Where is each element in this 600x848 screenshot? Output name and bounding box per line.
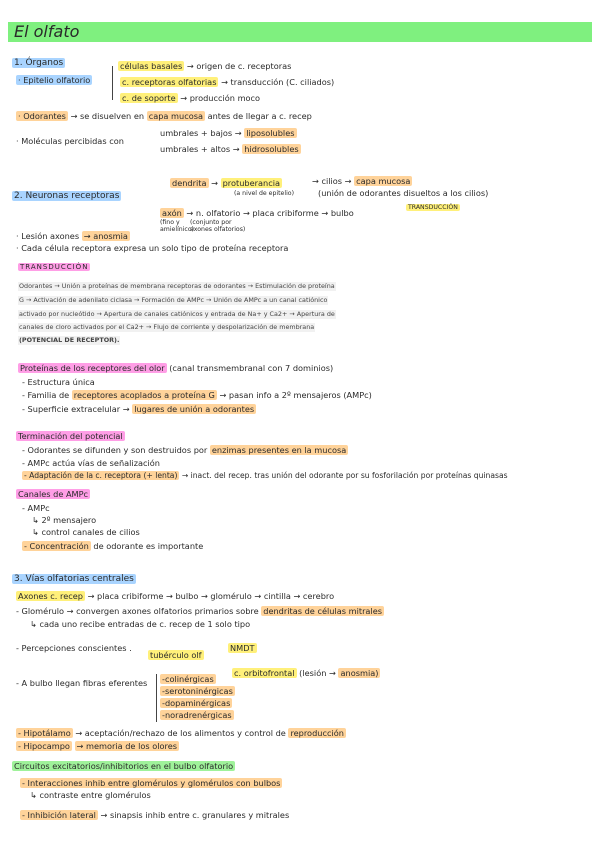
canales-line-4: - Concentración de odorante es importante bbox=[24, 541, 204, 551]
transduccion-line-4: canales de cloro activados por el Ca2+ → Flujo de corriente y despolarización de membrana bbox=[19, 323, 315, 331]
canales-line-1: - AMPc bbox=[22, 503, 50, 513]
odorantes-row: · Odorantes → se disuelven en capa mucosa antes de llegar a c. recep bbox=[18, 111, 312, 121]
transduccion-line-3: activado por nucleótido → Apertura de canales catiónicos y entrada de Na+ y Ca2+ → Apertura de bbox=[19, 310, 335, 318]
colinergicas: -colinérgicas bbox=[162, 674, 214, 684]
glomerulo-sub: ↳ cada uno recibe entradas de c. recep de 1 solo tipo bbox=[30, 619, 251, 629]
soporte-row: c. de soporte → producción moco bbox=[122, 93, 261, 103]
proteinas-heading: Proteínas de los receptores del olor (canal transmembranal con 7 dominios) bbox=[20, 363, 334, 373]
vias-row: Axones c. recep → placa cribiforme → bulbo → glomérulo → cintilla → cerebro bbox=[18, 591, 335, 601]
bracket-line bbox=[112, 66, 113, 100]
transduccion-small: TRANSDUCCIÓN bbox=[408, 204, 458, 211]
canales-line-3: ↳ control canales de cilios bbox=[32, 527, 140, 537]
basales-row: células basales → origen de c. receptoras bbox=[120, 61, 292, 71]
a-bulbo-label: - A bulbo llegan fibras eferentes bbox=[16, 678, 148, 688]
proteinas-line-2: - Familia de receptores acoplados a proteína G → pasan info a 2º mensajeros (AMPc) bbox=[22, 390, 372, 400]
umbrales-altos-row: umbrales + altos → hidrosolubles bbox=[160, 144, 299, 154]
circuitos-line-2: - Inhibición lateral → sinapsis inhib entre c. granulares y mitrales bbox=[22, 810, 290, 820]
axon-row: axón → n. olfatorio → placa cribiforme → bulbo bbox=[162, 208, 354, 218]
fibras-bracket bbox=[156, 674, 157, 722]
axon-sub1: (fino y bbox=[160, 219, 180, 226]
transduccion-label: TRANSDUCCIÓN bbox=[20, 263, 89, 271]
canales-heading: Canales de AMPc bbox=[18, 489, 89, 499]
union-note: (unión de odorantes disueltos a los cilios) bbox=[318, 188, 489, 198]
axon-sub2: amielínico) bbox=[160, 226, 195, 233]
dopaminergicas: -dopaminérgicas bbox=[162, 698, 231, 708]
cada-celula-row: · Cada célula receptora expresa un solo tipo de proteína receptora bbox=[16, 243, 289, 253]
circuitos-line-1-sub: ↳ contraste entre glomérulos bbox=[30, 790, 151, 800]
receptoras-row: c. receptoras olfatorias → transducción (C. ciliados) bbox=[122, 77, 335, 87]
dendrita-row: dendrita → protuberancia bbox=[172, 178, 280, 188]
percepciones-label: - Percepciones conscientes . bbox=[16, 643, 132, 653]
proteinas-line-1: - Estructura única bbox=[22, 377, 95, 387]
n-olfatorio-sub2: axones olfatorios) bbox=[190, 226, 246, 233]
nmdt: NMDT bbox=[230, 643, 255, 653]
orbitofrontal-row: c. orbitofrontal (lesión → anosmia) bbox=[234, 668, 379, 678]
umbrales-bajos-row: umbrales + bajos → liposolubles bbox=[160, 128, 295, 138]
terminacion-line-1: - Odorantes se difunden y son destruidos por enzimas presentes en la mucosa bbox=[22, 445, 347, 455]
serotoninergicas: -serotoninérgicas bbox=[162, 686, 233, 696]
noradrenergicas: -noradrenérgicas bbox=[162, 710, 232, 720]
title-highlight bbox=[8, 22, 592, 42]
terminacion-line-3: - Adaptación de la c. receptora (+ lenta) → inact. del recep. tras unión del odorante por su fosforilación por proteínas quinasas bbox=[24, 471, 508, 480]
protuberancia-sub: (a nivel de epitelio) bbox=[234, 190, 294, 197]
terminacion-heading: Terminación del potencial bbox=[18, 431, 123, 441]
canales-line-2: ↳ 2º mensajero bbox=[32, 515, 97, 525]
lesion-row: · Lesión axones → anosmia bbox=[16, 231, 128, 241]
circuitos-line-1: - Interacciones inhib entre glomérulos y glomérulos con bulbos bbox=[22, 778, 281, 788]
page-title: El olfato bbox=[14, 22, 80, 41]
section-heading-neuronas: 2. Neuronas receptoras bbox=[14, 191, 120, 201]
section-heading-vias: 3. Vías olfatorias centrales bbox=[14, 574, 134, 584]
cilios-row: → cilios → capa mucosa bbox=[312, 176, 411, 186]
moleculas-label: · Moléculas percibidas con bbox=[16, 136, 124, 146]
transduccion-line-5: (POTENCIAL DE RECEPTOR). bbox=[19, 336, 120, 344]
transduccion-line-2: G → Activación de adenilato ciclasa → Formación de AMPc → Unión de AMPc a un canal catiónico bbox=[19, 296, 328, 304]
proteinas-line-3: - Superficie extracelular → lugares de unión a odorantes bbox=[22, 404, 255, 414]
hipocampo-row: - Hipocampo → memoria de los olores bbox=[18, 741, 178, 751]
hipotalamo-row: - Hipotálamo → aceptación/rechazo de los alimentos y control de reproducción bbox=[18, 728, 344, 738]
terminacion-line-2: - AMPc actúa vías de señalización bbox=[22, 458, 160, 468]
epitelio-label: · Epitelio olfatorio bbox=[18, 75, 91, 85]
circuitos-heading: Circuitos excitatorios/inhibitorios en el bulbo olfatorio bbox=[14, 761, 234, 771]
n-olfatorio-sub1: (conjunto por bbox=[190, 219, 232, 226]
transduccion-line-1: Odorantes → Unión a proteínas de membrana receptoras de odorantes → Estimulación de proteína bbox=[19, 282, 335, 290]
tuberculo: tubérculo olf bbox=[150, 650, 202, 660]
section-heading-organos: 1. Órganos bbox=[14, 58, 64, 68]
glomerulo-row: - Glomérulo → convergen axones olfatorios primarios sobre dendritas de células mitrales bbox=[16, 606, 383, 616]
